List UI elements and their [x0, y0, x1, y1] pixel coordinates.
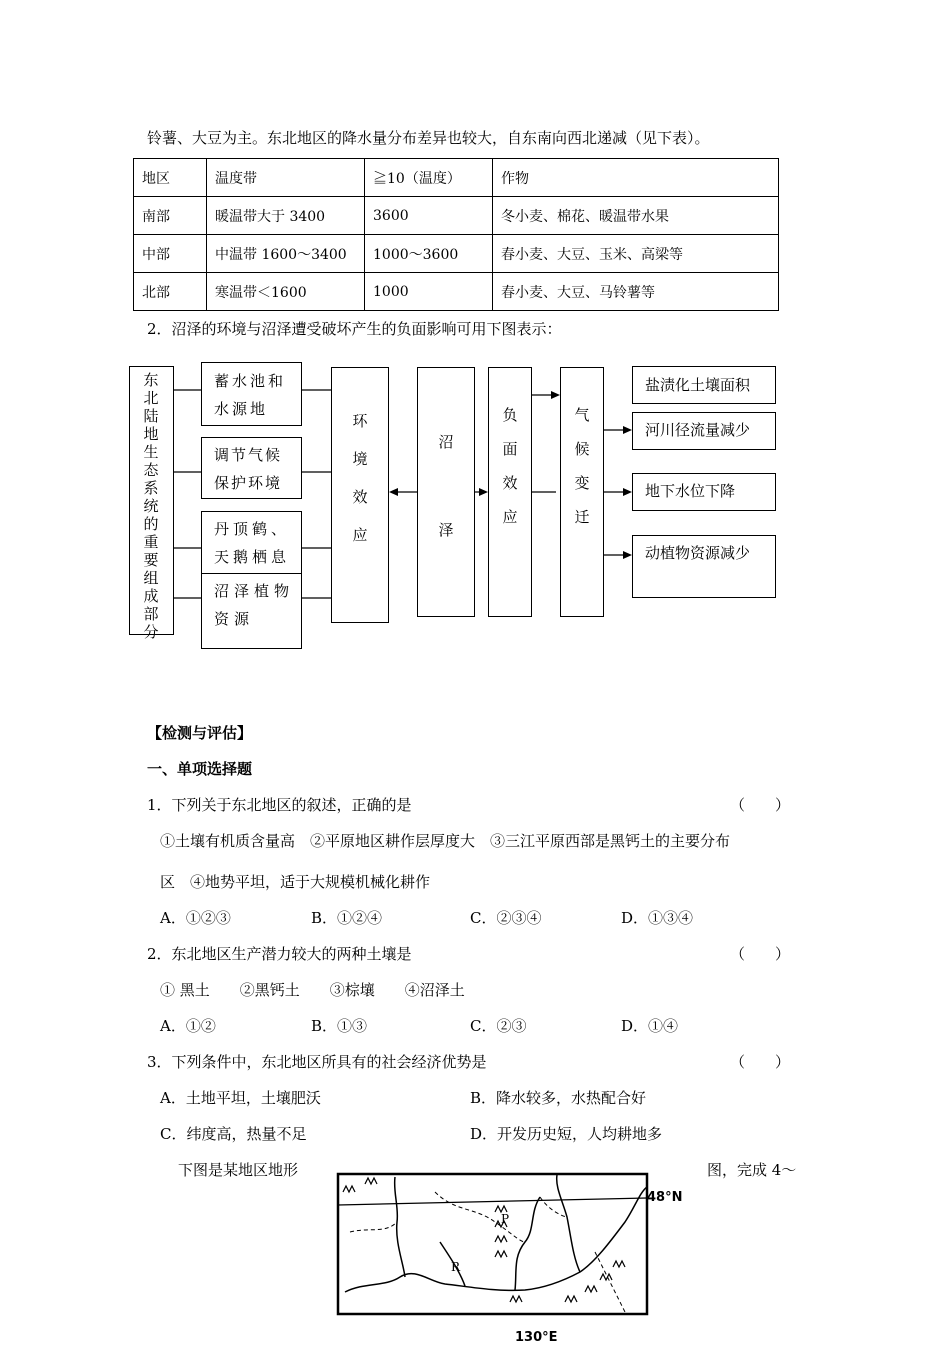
longitude-label: 130°E	[515, 1330, 558, 1345]
function-label: 丹顶鹤、天鹅栖息	[214, 520, 291, 566]
table-cell: 暖温带大于 3400	[207, 197, 365, 235]
negative-effect-box	[488, 367, 532, 617]
table-cell: 北部	[134, 273, 207, 311]
q2-stem: 2．东北地区生产潜力较大的两种土壤是	[147, 945, 412, 963]
map-label-r: R	[451, 1260, 461, 1274]
table-header-cell: 温度带	[207, 159, 365, 197]
ecosystem-label: 东北陆地生态系统的重要组成部分	[143, 371, 159, 641]
function-label: 沼泽植物资源	[214, 582, 295, 628]
climate-change-label: 气候变迁	[574, 406, 590, 526]
latitude-label: 48°N	[647, 1190, 683, 1205]
q2-option-b: B．①③	[311, 1017, 368, 1035]
negative-effect-label: 负面效应	[502, 406, 518, 526]
q2-option-c: C．②③	[470, 1017, 527, 1035]
q1-option-b: B．①②④	[311, 909, 383, 927]
function-label: 调节气候保护环境	[214, 446, 283, 492]
q1-statement-line: ①土壤有机质含量高 ②平原地区耕作层厚度大 ③三江平原西部是黑钙土的主要分布	[160, 832, 731, 850]
impact-box	[632, 473, 776, 511]
item-2-text: 2．沼泽的环境与沼泽遭受破坏产生的负面影响可用下图表示：	[147, 320, 562, 338]
table-cell: 春小麦、大豆、玉米、高梁等	[493, 235, 779, 273]
q1-statement-line: 区 ④地势平坦，适于大规模机械化耕作	[160, 873, 431, 891]
impact-box	[632, 412, 776, 450]
table-cell: 中部	[134, 235, 207, 273]
terrain-map	[335, 1172, 695, 1348]
q1-answer-paren: （ ）	[730, 796, 791, 814]
intro-text: 铃薯、大豆为主。东北地区的降水量分布差异也较大，自东南向西北递减（见下表）。	[147, 129, 710, 147]
q3-option-c: C．纬度高，热量不足	[160, 1125, 307, 1143]
terrain-map-drawing	[335, 1172, 695, 1344]
impact-box	[632, 535, 776, 598]
table-cell: 1000～3600	[365, 235, 493, 273]
q1-option-a: A．①②③	[160, 909, 231, 927]
function-box	[201, 511, 302, 574]
swamp-label: 沼泽	[438, 433, 454, 539]
q3-option-b: B．降水较多，水热配合好	[470, 1089, 647, 1107]
q2-option-a: A．①②	[160, 1017, 216, 1035]
impact-label: 地下水位下降	[645, 482, 736, 500]
table-cell: 南部	[134, 197, 207, 235]
table-cell: 春小麦、大豆、马铃薯等	[493, 273, 779, 311]
subsection-heading: 一、单项选择题	[147, 760, 253, 778]
table-cell: 寒温带＜1600	[207, 273, 365, 311]
q3-option-a: A．土地平坦，土壤肥沃	[160, 1089, 321, 1107]
impact-label: 河川径流量减少	[645, 421, 751, 439]
table-cell: 中温带 1600～3400	[207, 235, 365, 273]
environment-effect-box	[331, 367, 389, 623]
section-heading: 【检测与评估】	[147, 724, 253, 742]
function-box	[201, 573, 302, 649]
table-header-cell: 地区	[134, 159, 207, 197]
q2-answer-paren: （ ）	[730, 945, 791, 963]
table-header-cell: 作物	[493, 159, 779, 197]
function-box	[201, 437, 302, 499]
table-cell: 冬小麦、棉花、暖温带水果	[493, 197, 779, 235]
q1-option-d: D．①③④	[621, 909, 694, 927]
table-cell: 3600	[365, 197, 493, 235]
q4-intro-left: 下图是某地区地形	[178, 1161, 299, 1179]
q3-answer-paren: （ ）	[730, 1053, 791, 1071]
table-header-cell: ≧10（温度）	[365, 159, 493, 197]
climate-change-box	[560, 367, 604, 617]
impact-box	[632, 366, 776, 404]
function-box	[201, 362, 302, 426]
q3-option-d: D．开发历史短，人均耕地多	[470, 1125, 663, 1143]
q3-stem: 3．下列条件中，东北地区所具有的社会经济优势是	[147, 1053, 487, 1071]
swamp-box	[417, 367, 475, 617]
q2-statement-line: ① 黑土 ②黑钙土 ③棕壤 ④沼泽土	[160, 981, 465, 999]
q1-option-c: C．②③④	[470, 909, 542, 927]
impact-label: 动植物资源减少	[645, 544, 751, 562]
table-cell: 1000	[365, 273, 493, 311]
environment-effect-label: 环境效应	[352, 412, 368, 544]
q1-stem: 1．下列关于东北地区的叙述，正确的是	[147, 796, 412, 814]
impact-label: 盐渍化土壤面积	[645, 376, 751, 394]
q2-option-d: D．①④	[621, 1017, 679, 1035]
q4-intro-right: 图，完成 4～	[707, 1161, 797, 1179]
function-label: 蓄水池和水源地	[214, 372, 287, 418]
ecosystem-label-box	[129, 366, 174, 641]
map-label-p: P	[501, 1212, 510, 1226]
